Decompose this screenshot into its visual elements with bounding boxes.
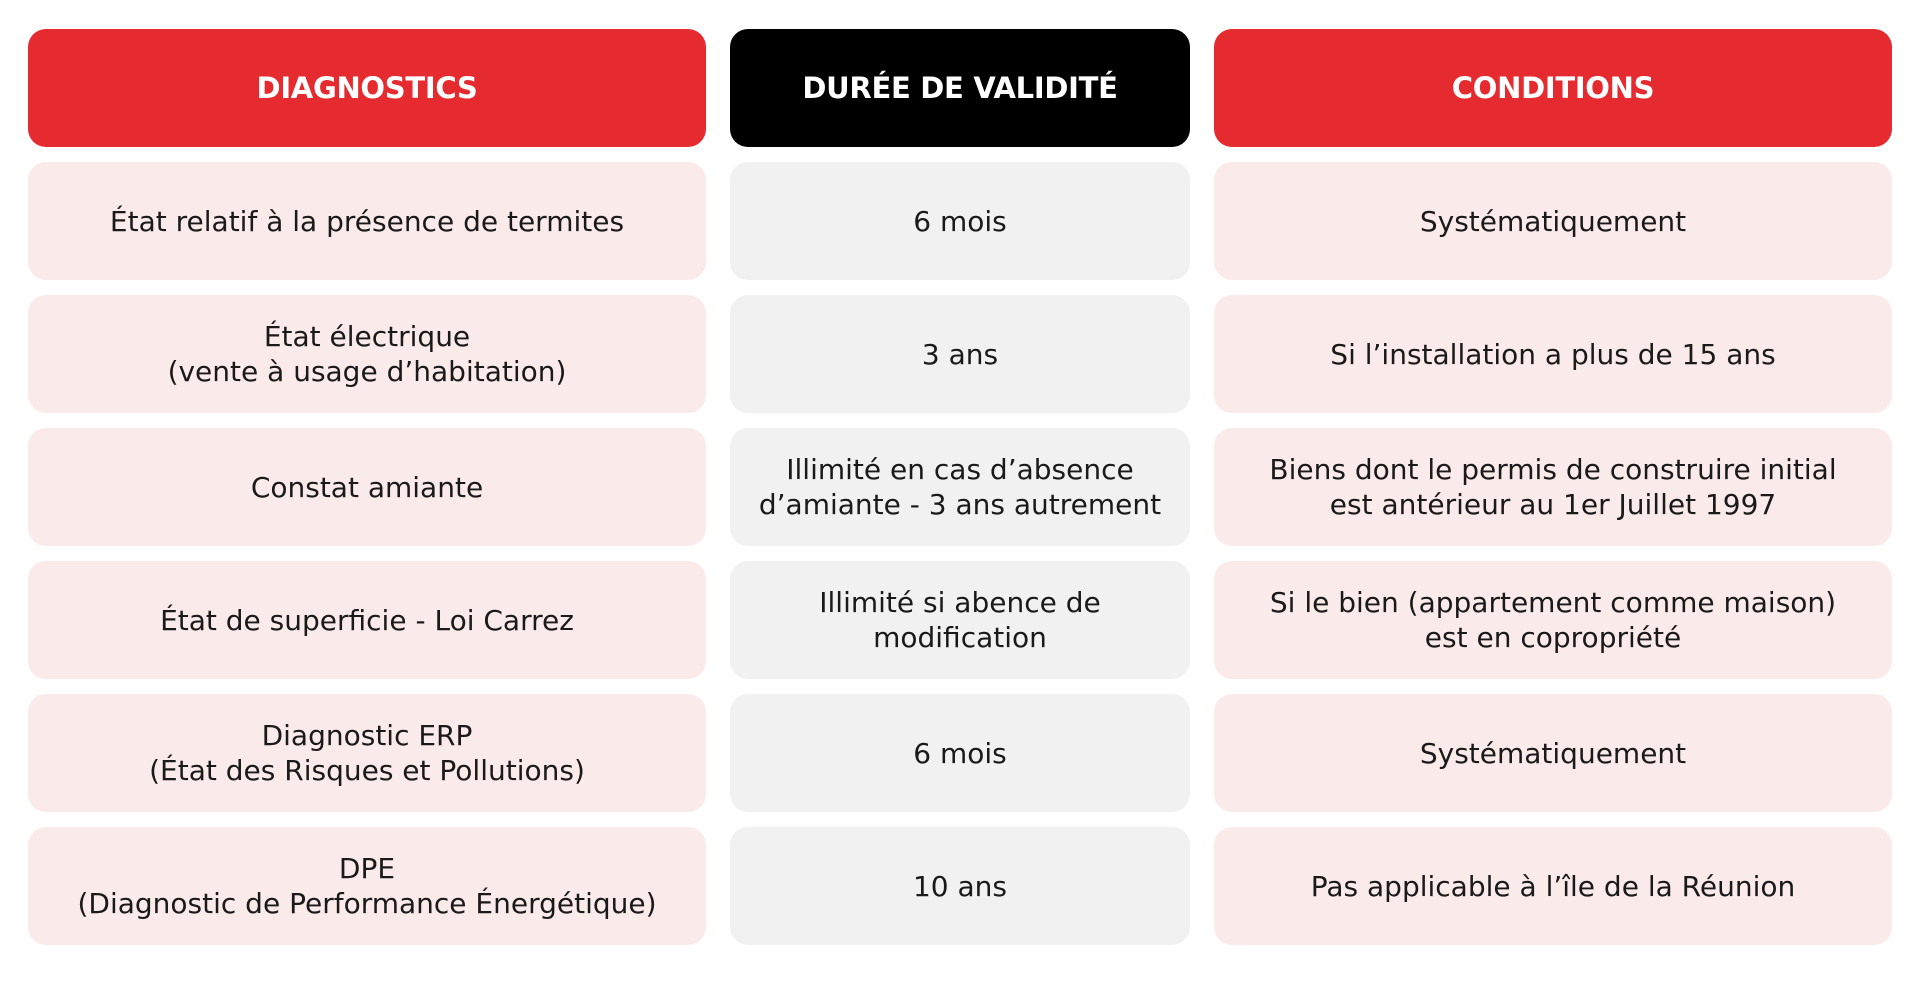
diagnostic-cell: État électrique (vente à usage d’habitation) [28, 295, 706, 413]
diagnostics-table [28, 29, 1892, 945]
duree-cell: Illimité en cas d’absence d’amiante - 3 ans autrement [730, 428, 1190, 546]
header-diagnostics: DIAGNOSTICS [28, 29, 706, 147]
diagnostic-cell: État de superficie - Loi Carrez [28, 561, 706, 679]
duree-cell: 3 ans [730, 295, 1190, 413]
duree-cell: 10 ans [730, 827, 1190, 945]
conditions-cell: Biens dont le permis de construire initial est antérieur au 1er Juillet 1997 [1214, 428, 1892, 546]
diagnostic-cell: Diagnostic ERP (État des Risques et Pollutions) [28, 694, 706, 812]
conditions-cell: Si le bien (appartement comme maison) est en copropriété [1214, 561, 1892, 679]
conditions-cell: Pas applicable à l’île de la Réunion [1214, 827, 1892, 945]
duree-cell: Illimité si abence de modification [730, 561, 1190, 679]
conditions-cell: Systématiquement [1214, 162, 1892, 280]
duree-cell: 6 mois [730, 694, 1190, 812]
diagnostic-cell: Constat amiante [28, 428, 706, 546]
duree-cell: 6 mois [730, 162, 1190, 280]
header-conditions: CONDITIONS [1214, 29, 1892, 147]
diagnostic-cell: DPE (Diagnostic de Performance Énergétique) [28, 827, 706, 945]
header-duree-validite: DURÉE DE VALIDITÉ [730, 29, 1190, 147]
conditions-cell: Systématiquement [1214, 694, 1892, 812]
conditions-cell: Si l’installation a plus de 15 ans [1214, 295, 1892, 413]
diagnostic-cell: État relatif à la présence de termites [28, 162, 706, 280]
